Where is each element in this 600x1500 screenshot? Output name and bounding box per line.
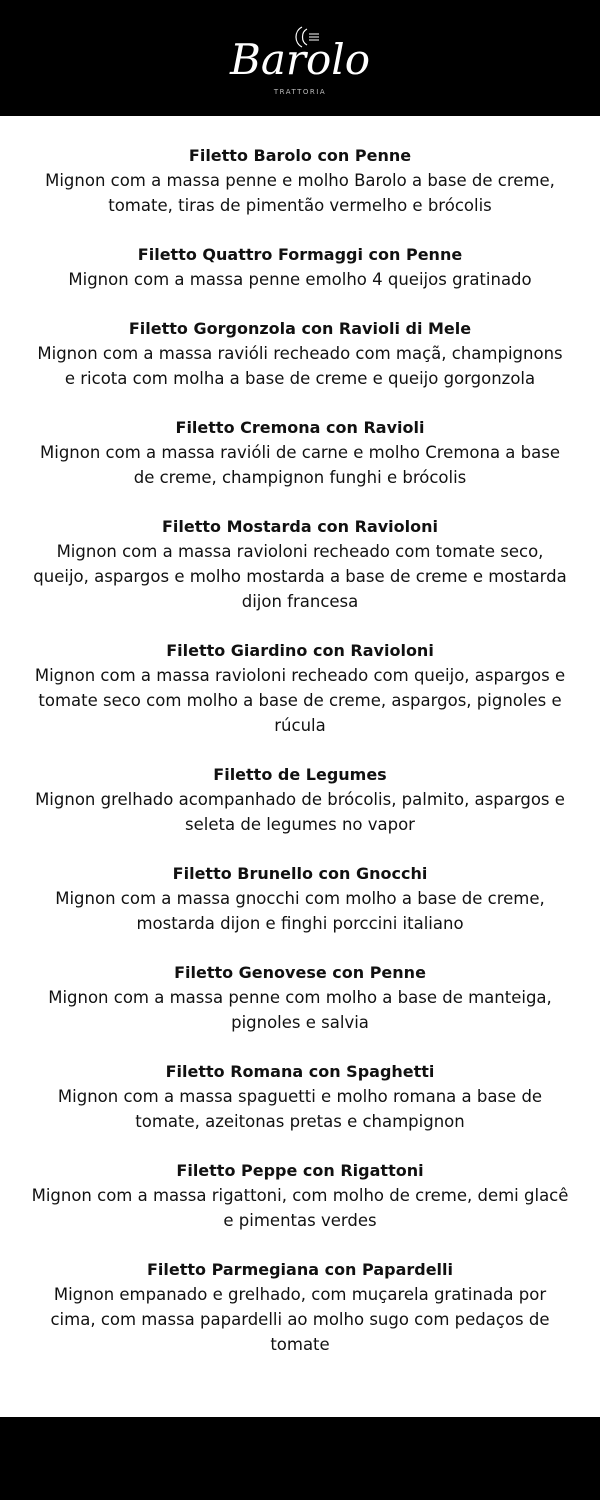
dish-description: Mignon com a massa penne emolho 4 queijos gratinado xyxy=(68,270,532,289)
dish-name: Filetto de Legumes xyxy=(213,765,387,784)
dish-description: Mignon grelhado acompanhado de brócolis, palmito, aspargos e seleta de legumes no vapor xyxy=(35,790,565,834)
brand-logo xyxy=(0,0,600,116)
dish-name: Filetto Peppe con Rigattoni xyxy=(176,1161,424,1180)
dish-description: Mignon com a massa rigattoni, com molho de creme, demi glacê e pimentas verdes xyxy=(31,1186,569,1230)
menu-item xyxy=(30,762,570,837)
menu-item xyxy=(30,316,570,391)
dish-name: Filetto Brunello con Gnocchi xyxy=(172,864,428,883)
menu-item xyxy=(30,638,570,738)
header-banner xyxy=(0,0,600,116)
dish-description: Mignon com a massa spaguetti e molho romana a base de tomate, azeitonas pretas e champignon xyxy=(57,1087,543,1131)
dish-name: Filetto Genovese con Penne xyxy=(174,963,426,982)
dish-name: Filetto Gorgonzola con Ravioli di Mele xyxy=(128,319,472,338)
dish-description: Mignon com a massa ravióli de carne e molho Cremona a base de creme, champignon funghi e brócolis xyxy=(40,443,560,487)
menu-item xyxy=(30,960,570,1035)
dish-description: Mignon com a massa ravióli recheado com maçã, champignons e ricota com molha a base de creme e queijo gorgonzola xyxy=(37,344,563,388)
menu-item xyxy=(30,1257,570,1357)
menu-item xyxy=(30,514,570,614)
menu-item xyxy=(30,861,570,936)
dish-name: Filetto Romana con Spaghetti xyxy=(165,1062,435,1081)
dish-name: Filetto Giardino con Ravioloni xyxy=(166,641,434,660)
menu-item xyxy=(30,1158,570,1233)
dish-description: Mignon com a massa penne e molho Barolo a base de creme, tomate, tiras de pimentão vermelho e brócolis xyxy=(45,171,555,215)
menu-item xyxy=(30,143,570,218)
footer-banner xyxy=(0,1417,600,1500)
dish-name: Filetto Quattro Formaggi con Penne xyxy=(137,245,463,264)
dish-name: Filetto Parmegiana con Papardelli xyxy=(146,1260,454,1279)
menu-item xyxy=(30,415,570,490)
dish-name: Filetto Barolo con Penne xyxy=(188,146,412,165)
dish-description: Mignon com a massa gnocchi com molho a base de creme, mostarda dijon e finghi porccini italiano xyxy=(55,889,545,933)
dish-description: Mignon empanado e grelhado, com muçarela gratinada por cima, com massa papardelli ao molho sugo com pedaços de tomate xyxy=(50,1285,550,1354)
dish-name: Filetto Mostarda con Ravioloni xyxy=(161,517,438,536)
brand-subtitle: TRATTORIA xyxy=(273,88,327,96)
brand-name: Barolo xyxy=(230,35,370,84)
dish-description: Mignon com a massa penne com molho a base de manteiga, pignoles e salvia xyxy=(48,988,552,1032)
menu-item xyxy=(30,242,570,292)
dish-description: Mignon com a massa ravioloni recheado com tomate seco, queijo, aspargos e molho mostarda a base de creme e mostarda dijon francesa xyxy=(33,542,567,611)
dish-description: Mignon com a massa ravioloni recheado com queijo, aspargos e tomate seco com molho a base de creme, aspargos, pignoles e rúcula xyxy=(34,666,566,735)
menu-list xyxy=(30,143,570,1381)
dish-name: Filetto Cremona con Ravioli xyxy=(175,418,425,437)
menu-item xyxy=(30,1059,570,1134)
